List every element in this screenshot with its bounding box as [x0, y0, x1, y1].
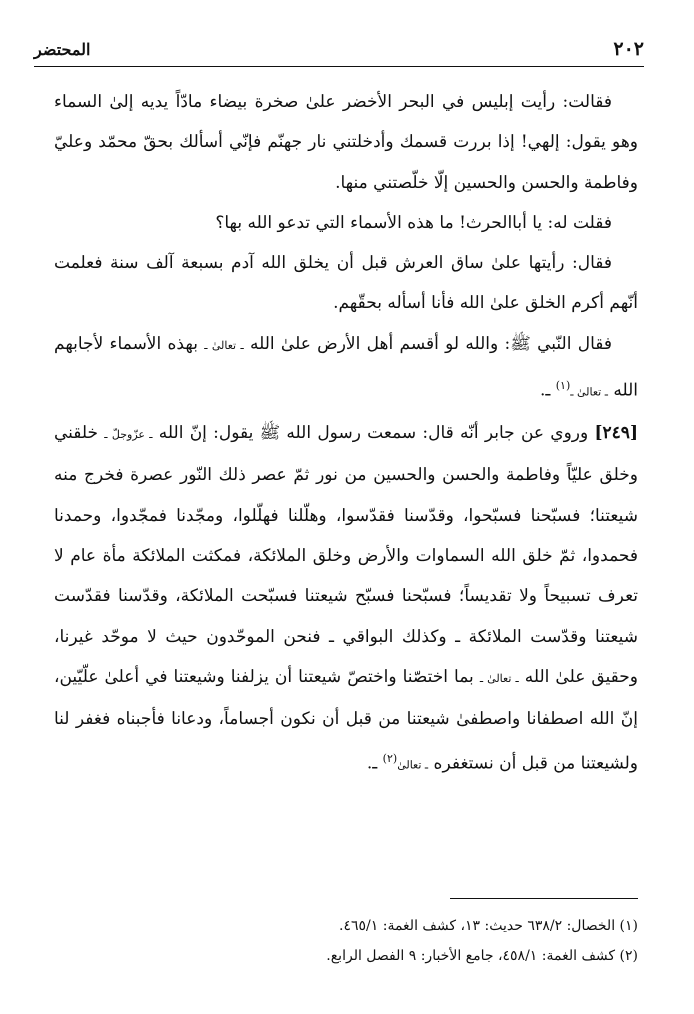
- paragraph-text: خلقني وخلق عليّاً وفاطمة والحسن والحسين من نور ثمّ عصر ذلك النّور عصرة فخرج منه شيعتنا؛ فسبّحنا فسبّحوا، وقدّسنا فقدّسوا، وهلّلنا فهلّلوا، ومجّدنا فمجّدوا، وحمدنا فحمدوا، ثمّ خلق الله السماوات والأرض وخلق الملائكة، فمكثت الملائكة مأة عام لا تعرف تسبيحاً ولا تقديساً؛ فسبّحنا فسبّح شيعتنا فسبّحت الملائكة، وقدّسنا فقدّست شيعتنا وقدّست الملائكة ـ وكذلك البواقي ـ فنحن الموحّدون حيث لا موحّد غيرنا، وحقيق علىٰ الله: [54, 423, 639, 687]
- footnote-ref: (١): [555, 379, 571, 393]
- footnote: (١) الخصال: ٦٣٨/٢ حديث: ١٣، كشف الغمة: ٤٦٥/١.: [339, 918, 638, 934]
- paragraph: [54, 324, 638, 413]
- footnote-divider: [450, 898, 638, 899]
- honorific: ـ تعالىٰ ـ: [479, 671, 519, 685]
- paragraph-text: فقال النّبي ﷺ: والله لو أقسم أهل الأرض علىٰ الله: [243, 333, 612, 354]
- honorific: ـ عزّوجلّ ـ: [104, 428, 153, 442]
- paragraph-text: بما اختصّنا واختصّ شيعتنا أن يزلفنا وشيعتنا في أعلىٰ علّيّين، إنّ الله اصطفانا واصطفىٰ شيعتنا من قبل أن نكون أجساماً، ودعانا فأجبناه فغفر لنا ولشيعتنا من قبل أن نستغفره: [54, 666, 638, 775]
- footnote-ref: (٢): [382, 752, 398, 766]
- paragraph: فقال: رأيتها علىٰ ساق العرش قبل أن يخلق الله آدم بسبعة آلف سنة فعلمت أنّهم أكرم الخلق علىٰ الله فأنا أسأله بحقّهم.: [54, 253, 638, 314]
- page-number: ٢٠٢: [613, 38, 644, 60]
- footnote: (٢) كشف الغمة: ٤٥٨/١، جامع الأخبار: ٩ الفصل الرابع.: [326, 948, 638, 964]
- paragraph: فقالت: رأيت إبليس في البحر الأخضر علىٰ صخرة بيضاء مادّاً يديه إلىٰ السماء وهو يقول: إلهي! إذا بررت قسمك وأدخلتني نار جهنّم فإنّي أسألك بحقّ محمّد وعليّ وفاطمة والحسن والحسين إلّا خلّصتني منها.: [54, 92, 638, 193]
- hadith-number: [٢٤٩]: [594, 423, 638, 444]
- running-title: المحتضر: [34, 40, 91, 59]
- main-text: [54, 82, 638, 786]
- page-header: [34, 36, 644, 67]
- paragraph-text: ـ.: [539, 380, 556, 401]
- paragraph-text: وروي عن جابر أنّه قال: سمعت رسول الله ﷺ يقول: إنّ الله: [152, 423, 595, 444]
- honorific: ـ تعالىٰ ـ: [570, 385, 608, 399]
- paragraph: فقلت له: يا أباالحرث! ما هذه الأسماء التي تدعو الله بها؟: [215, 212, 612, 233]
- honorific: ـ تعالىٰ ـ: [204, 338, 244, 352]
- paragraph-text: بهذه الأسماء لأجابهم الله: [54, 333, 638, 401]
- paragraph-text: ـ.: [366, 754, 383, 775]
- hadith-paragraph: [54, 413, 638, 786]
- footnotes: [56, 898, 638, 971]
- honorific: ـ تعالىٰ: [397, 759, 429, 773]
